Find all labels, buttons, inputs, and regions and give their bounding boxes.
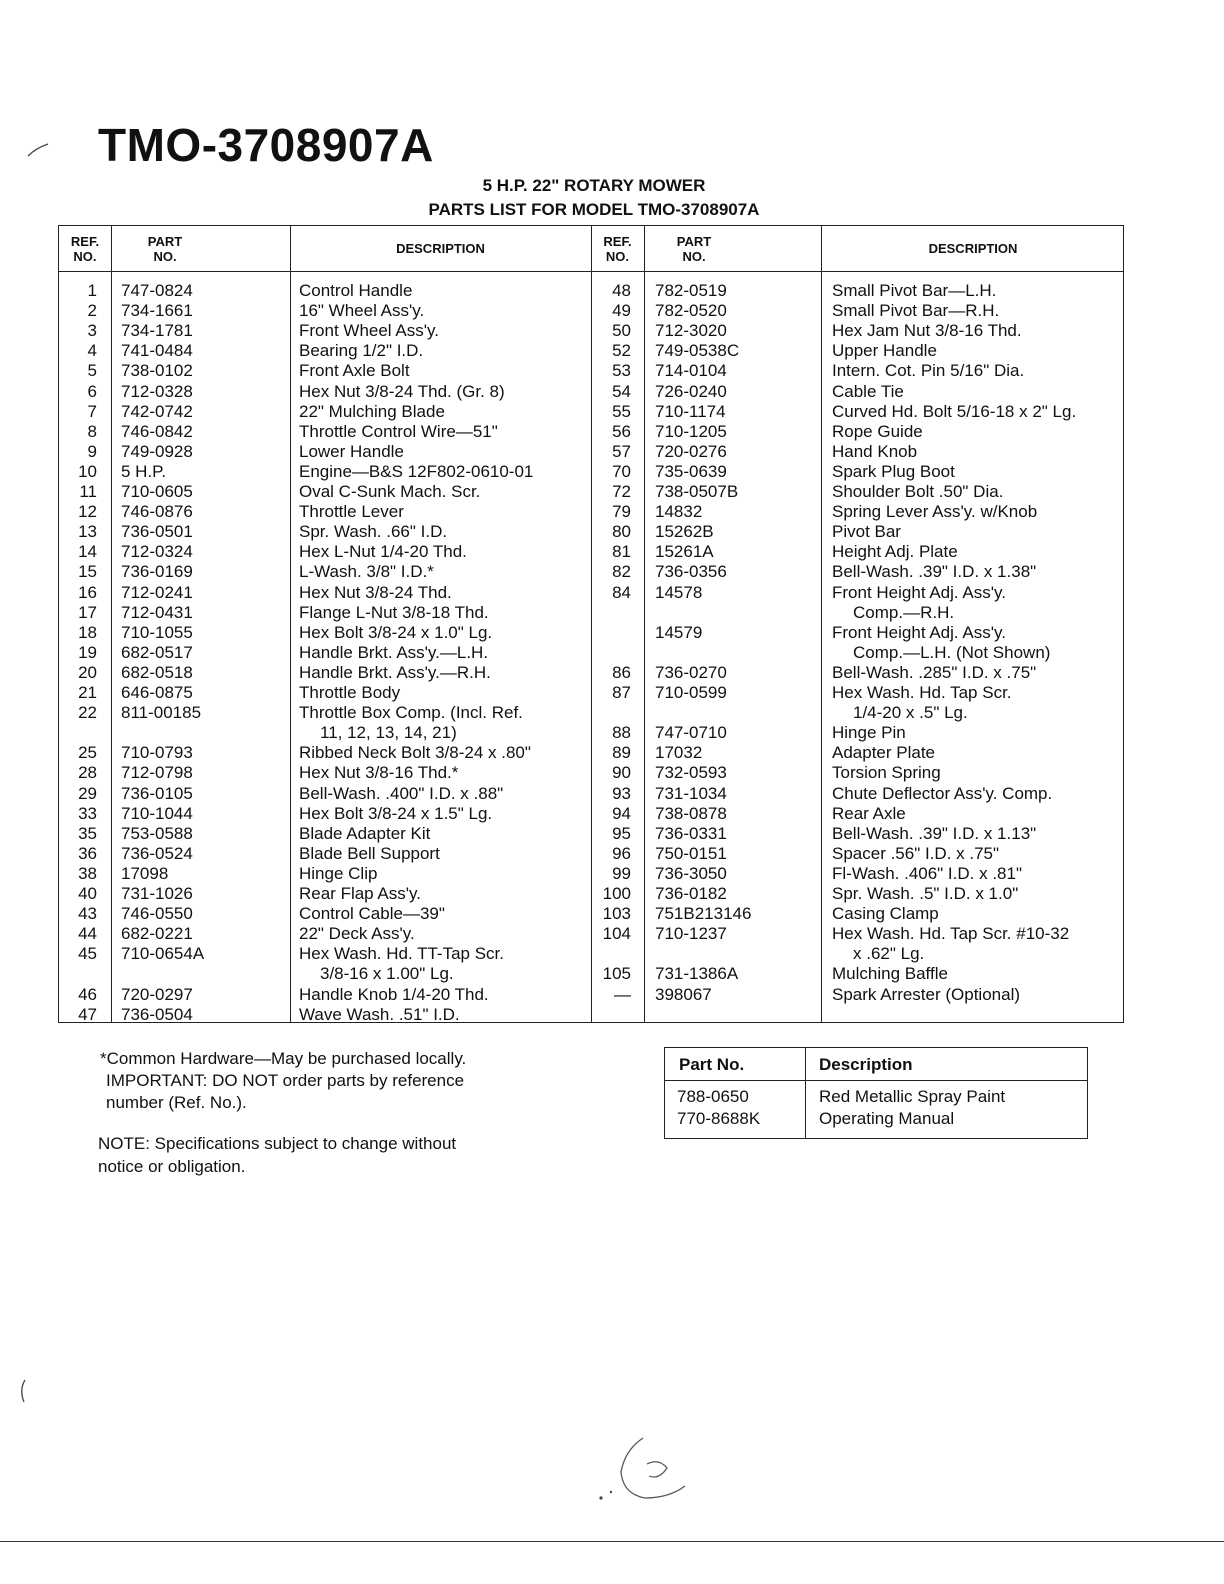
page-number-scribble [585,1428,705,1508]
ref-no-cell: 79 [612,502,631,522]
extra-table-divider [805,1048,806,1138]
ref-no-cell: 25 [78,743,97,763]
description-cell: Ribbed Neck Bolt 3/8-24 x .80" [299,743,531,763]
description-cell: Handle Brkt. Ass'y.—L.H. [299,642,489,662]
ref-no-cell: 45 [78,944,97,964]
ref-no-cell: 52 [612,341,631,361]
description-cell: 22" Mulching Blade [299,401,445,421]
description-cell: Hex Wash. Hd. Tap Scr. #10-32 [832,924,1070,944]
table-row [59,1005,1123,1025]
table-row [59,643,1123,663]
table-row [59,361,1123,381]
table-row [59,422,1123,442]
description-cell: Throttle Box Comp. (Incl. Ref. [299,703,523,723]
ref-no-cell: 53 [612,361,631,381]
table-row [59,964,1123,984]
part-no-cell: 710-1055 [121,622,193,642]
table-row [59,562,1123,582]
table-row [59,301,1123,321]
description-cell: Control Handle [299,281,413,300]
note-line: notice or obligation. [98,1157,246,1176]
part-no-cell: 398067 [655,984,712,1004]
part-no-cell: 736-0331 [655,823,727,843]
part-no-cell: 14578 [655,582,703,602]
part-no-cell: 726-0240 [655,381,727,401]
ref-no-cell: 72 [612,482,631,501]
table-row [59,321,1123,341]
table-row [59,402,1123,422]
table-row [59,683,1123,703]
description-cell: Spark Plug Boot [832,461,955,481]
table-row [59,904,1123,924]
part-no-cell: 15262B [655,522,714,542]
extra-description: Operating Manual [819,1109,955,1128]
extra-table-header-rule [665,1080,1087,1081]
part-no-cell: 682-0517 [121,642,193,662]
description-cell: Comp.—L.H. (Not Shown) [853,642,1051,662]
table-row [59,522,1123,542]
description-cell: Bell-Wash. .400" I.D. x .88" [299,783,504,803]
description-cell: Upper Handle [832,341,937,361]
part-no-cell: 17098 [121,863,169,883]
footnote-line: *Common Hardware—May be purchased locally. [100,1049,467,1068]
ref-no-cell: 6 [87,381,97,401]
part-no-cell: 736-0524 [121,843,193,863]
description-cell: Hex L-Nut 1/4-20 Thd. [299,542,467,562]
description-cell: Throttle Control Wire—51" [299,421,498,441]
description-cell: L-Wash. 3/8" I.D.* [299,562,434,582]
part-no-cell: 710-0654A [121,944,205,964]
header-part-no-right: PART NO. [676,233,712,264]
ref-no-cell: 13 [78,522,97,542]
part-no-cell: 720-0297 [121,984,193,1004]
ref-no-cell: 56 [612,421,631,441]
description-cell: Oval C-Sunk Mach. Scr. [299,482,481,501]
ref-no-cell: 104 [602,924,631,944]
part-no-cell: 710-0793 [121,743,193,763]
part-no-cell: 753-0588 [121,823,193,843]
ref-no-cell: 96 [612,843,631,863]
description-cell: Wave Wash. .51" I.D. [299,1004,460,1024]
ref-no-cell: 88 [612,723,631,743]
ref-no-cell: 89 [612,743,631,763]
description-cell: 1/4-20 x .5" Lg. [853,703,968,723]
description-cell: Flange L-Nut 3/8-18 Thd. [299,602,489,622]
description-cell: Curved Hd. Bolt 5/16-18 x 2" Lg. [832,401,1077,421]
description-cell: Hex Nut 3/8-24 Thd. (Gr. 8) [299,381,505,401]
ref-no-cell: 40 [78,884,97,903]
description-cell: Front Wheel Ass'y. [299,321,439,341]
part-no-cell: 14832 [655,502,703,522]
footnote-line: IMPORTANT: DO NOT order parts by reference [106,1071,465,1090]
ref-no-cell: 90 [612,763,631,783]
part-no-cell: 750-0151 [655,843,727,863]
description-cell: Front Height Adj. Ass'y. [832,582,1006,602]
ref-no-cell: — [614,984,631,1004]
model-title: TMO-3708907A [98,119,434,171]
part-no-cell: 710-1237 [655,924,727,944]
description-cell: Bell-Wash. .39" I.D. x 1.38" [832,562,1037,582]
part-no-cell: 682-0518 [121,662,193,682]
description-cell: Spacer .56" I.D. x .75" [832,843,1000,863]
description-cell: Bell-Wash. .285" I.D. x .75" [832,662,1037,682]
ref-no-cell: 93 [612,783,631,803]
table-row [59,763,1123,783]
extra-header-part-no: Part No. [679,1055,745,1074]
table-row [59,723,1123,743]
description-cell: Front Height Adj. Ass'y. [832,622,1006,642]
part-no-cell: 738-0507B [655,482,739,501]
table-row [59,784,1123,804]
ref-no-cell: 14 [78,542,97,562]
part-no-cell: 14579 [655,622,703,642]
part-no-cell: 736-3050 [655,863,727,883]
table-row [59,864,1123,884]
description-cell: Control Cable—39" [299,904,445,924]
ref-no-cell: 95 [612,823,631,843]
ref-no-cell: 50 [612,321,631,341]
footnote-line: number (Ref. No.). [106,1093,247,1112]
ref-no-cell: 48 [612,281,631,300]
extra-description: Red Metallic Spray Paint [819,1087,1006,1106]
ref-no-cell: 43 [78,904,97,924]
description-cell: Hex Wash. Hd. TT-Tap Scr. [299,944,505,964]
part-no-cell: 736-0356 [655,562,727,582]
ref-no-cell: 5 [87,361,97,381]
part-no-cell: 749-0928 [121,441,193,461]
description-cell: Blade Adapter Kit [299,823,431,843]
description-cell: Spark Arrester (Optional) [832,984,1021,1004]
description-cell: Hex Nut 3/8-24 Thd. [299,582,452,602]
description-cell: Cable Tie [832,381,904,401]
ref-no-cell: 86 [612,662,631,682]
ref-no-cell: 44 [78,924,97,944]
description-cell: Blade Bell Support [299,843,440,863]
ref-no-cell: 11 [79,482,97,501]
description-cell: Spr. Wash. .66" I.D. [299,522,448,542]
part-no-cell: 714-0104 [655,361,727,381]
part-no-cell: 712-0431 [121,602,193,622]
part-no-cell: 17032 [655,743,703,763]
ref-no-cell: 10 [78,461,97,481]
part-no-cell: 710-1044 [121,803,193,823]
ref-no-cell: 87 [612,683,631,702]
description-cell: Shoulder Bolt .50" Dia. [832,482,1004,501]
part-no-cell: 710-0599 [655,683,727,702]
part-no-cell: 746-0876 [121,502,193,522]
header-description-left: DESCRIPTION [396,241,485,256]
description-cell: Intern. Cot. Pin 5/16" Dia. [832,361,1025,381]
part-no-cell: 731-1026 [121,884,193,903]
ref-no-cell: 21 [78,683,97,702]
ref-no-cell: 82 [612,562,631,582]
description-cell: Rear Flap Ass'y. [299,884,421,903]
ref-no-cell: 81 [612,542,631,562]
part-no-cell: 741-0484 [121,341,193,361]
part-no-cell: 732-0593 [655,763,727,783]
description-cell: Lower Handle [299,441,404,461]
ref-no-cell: 15 [78,562,97,582]
part-no-cell: 749-0538C [655,341,740,361]
header-rule [59,271,1123,272]
part-no-cell: 747-0824 [121,281,193,300]
part-no-cell: 731-1034 [655,783,727,803]
table-row [59,844,1123,864]
ref-no-cell: 20 [78,662,97,682]
description-cell: Chute Deflector Ass'y. Comp. [832,783,1053,803]
ref-no-cell: 47 [78,1004,97,1024]
description-cell: Hex Bolt 3/8-24 x 1.0" Lg. [299,622,493,642]
description-cell: Torsion Spring [832,763,941,783]
extra-part-no: 788-0650 [677,1087,749,1106]
part-no-cell: 736-0105 [121,783,193,803]
table-row [59,804,1123,824]
description-cell: Front Axle Bolt [299,361,410,381]
ref-no-cell: 19 [78,642,97,662]
table-row [59,985,1123,1005]
ref-no-cell: 35 [78,823,97,843]
ref-no-cell: 22 [78,703,97,723]
part-no-cell: 5 H.P. [121,461,167,481]
common-hardware-footnote [100,1048,580,1114]
ref-no-cell: 57 [612,441,631,461]
ref-no-cell: 84 [612,582,631,602]
part-no-cell: 712-0324 [121,542,193,562]
ref-no-cell: 49 [612,301,631,321]
part-no-cell: 736-0504 [121,1004,193,1024]
description-cell: Handle Knob 1/4-20 Thd. [299,984,489,1004]
table-row [59,482,1123,502]
ref-no-cell: 18 [78,622,97,642]
part-no-cell: 782-0520 [655,301,727,321]
scan-mark-left-margin [16,1378,30,1404]
part-no-cell: 738-0878 [655,803,727,823]
ref-no-cell: 80 [612,522,631,542]
description-cell: x .62" Lg. [853,944,925,964]
table-row [59,884,1123,904]
table-row [59,502,1123,522]
part-no-cell: 751B213146 [655,904,752,924]
description-cell: Hinge Clip [299,863,378,883]
part-no-cell: 646-0875 [121,683,193,702]
table-row [59,442,1123,462]
ref-no-cell: 29 [78,783,97,803]
ref-no-cell: 1 [87,281,97,300]
description-cell: Comp.—R.H. [853,602,955,622]
part-no-cell: 734-1661 [121,301,193,321]
scan-mark-top-left [26,140,50,160]
description-cell: Pivot Bar [832,522,901,542]
table-row [59,623,1123,643]
description-cell: 16" Wheel Ass'y. [299,301,425,321]
ref-no-cell: 105 [602,964,631,984]
description-cell: Rope Guide [832,421,923,441]
table-row [59,944,1123,964]
table-row [59,824,1123,844]
table-row [59,542,1123,562]
specifications-note [98,1132,598,1178]
table-row [59,281,1123,301]
ref-no-cell: 54 [612,381,631,401]
part-no-cell: 15261A [655,542,714,562]
part-no-cell: 710-1174 [655,401,726,421]
description-cell: Casing Clamp [832,904,939,924]
part-no-cell: 738-0102 [121,361,193,381]
description-cell: Mulching Baffle [832,964,948,984]
part-no-cell: 736-0270 [655,662,727,682]
part-no-cell: 682-0221 [121,924,193,944]
description-cell: Rear Axle [832,803,906,823]
table-row [59,663,1123,683]
description-cell: 11, 12, 13, 14, 21) [320,723,457,743]
header-part-no-left: PART NO. [147,233,183,264]
description-cell: Handle Brkt. Ass'y.—R.H. [299,662,491,682]
table-row [59,462,1123,482]
table-row [59,382,1123,402]
part-no-cell: 746-0842 [121,421,193,441]
ref-no-cell: 7 [87,401,97,421]
part-no-cell: 710-0605 [121,482,193,501]
description-cell: Height Adj. Plate [832,542,958,562]
part-no-cell: 712-0798 [121,763,193,783]
ref-no-cell: 70 [612,461,631,481]
table-row [59,743,1123,763]
description-cell: Bell-Wash. .39" I.D. x 1.13" [832,823,1037,843]
ref-no-cell: 94 [612,803,631,823]
description-cell: 3/8-16 x 1.00" Lg. [320,964,454,984]
part-no-cell: 734-1781 [121,321,193,341]
part-no-cell: 747-0710 [655,723,727,743]
description-cell: Bearing 1/2" I.D. [299,341,424,361]
description-cell: Adapter Plate [832,743,936,763]
ref-no-cell: 16 [78,582,97,602]
description-cell: Throttle Body [299,683,401,702]
ref-no-cell: 103 [602,904,631,924]
parts-list-table [58,225,1124,1023]
description-cell: Spring Lever Ass'y. w/Knob [832,502,1038,522]
description-cell: Hex Bolt 3/8-24 x 1.5" Lg. [299,803,493,823]
ref-no-cell: 36 [78,843,97,863]
description-cell: Hex Wash. Hd. Tap Scr. [832,683,1012,702]
description-cell: 22" Deck Ass'y. [299,924,415,944]
ref-no-cell: 100 [602,884,631,903]
ref-no-cell: 9 [87,441,97,461]
part-no-cell: 710-1205 [655,421,727,441]
description-cell: Hex Nut 3/8-16 Thd.* [299,763,459,783]
part-no-cell: 811-00185 [121,703,202,723]
description-cell: Small Pivot Bar—R.H. [832,301,1000,321]
ref-no-cell: 99 [612,863,631,883]
subtitle-mower: 5 H.P. 22" ROTARY MOWER [482,176,706,195]
part-no-cell: 742-0742 [121,401,193,421]
extra-part-no: 770-8688K [677,1109,761,1128]
table-row [59,603,1123,623]
ref-no-cell: 55 [612,401,631,421]
ref-no-cell: 2 [87,301,97,321]
ref-no-cell: 4 [87,341,97,361]
header-ref-no-right: REF. NO. [603,233,632,264]
description-cell: Spr. Wash. .5" I.D. x 1.0" [832,884,1019,903]
part-no-cell: 720-0276 [655,441,727,461]
ref-no-cell: 46 [78,984,97,1004]
header-ref-no-left: REF. NO. [70,233,100,264]
bottom-rule [0,1541,1224,1542]
part-no-cell: 712-0328 [121,381,193,401]
part-no-cell: 736-0182 [655,884,727,903]
table-row [59,583,1123,603]
subtitle-parts-list: PARTS LIST FOR MODEL TMO-3708907A [428,200,760,219]
description-cell: Fl-Wash. .406" I.D. x .81" [832,863,1022,883]
header-description-right: DESCRIPTION [928,241,1018,256]
extra-parts-table [664,1047,1088,1139]
ref-no-cell: 12 [78,502,97,522]
description-cell: Hand Knob [832,441,918,461]
ref-no-cell: 3 [87,321,97,341]
table-row [59,703,1123,723]
table-row [59,924,1123,944]
description-cell: Engine—B&S 12F802-0610-01 [299,461,534,481]
note-line: NOTE: Specifications subject to change without [98,1134,457,1153]
part-no-cell: 746-0550 [121,904,193,924]
table-row [59,341,1123,361]
part-no-cell: 735-0639 [655,461,727,481]
part-no-cell: 736-0501 [121,522,193,542]
ref-no-cell: 33 [78,803,97,823]
description-cell: Throttle Lever [299,502,404,522]
part-no-cell: 782-0519 [655,281,727,300]
part-no-cell: 731-1386A [655,964,739,984]
ref-no-cell: 38 [78,863,97,883]
description-cell: Hinge Pin [832,723,906,743]
part-no-cell: 712-3020 [655,321,727,341]
description-cell: Hex Jam Nut 3/8-16 Thd. [832,321,1022,341]
ref-no-cell: 28 [78,763,97,783]
ref-no-cell: 8 [87,421,97,441]
description-cell: Small Pivot Bar—L.H. [832,281,997,300]
part-no-cell: 736-0169 [121,562,193,582]
ref-no-cell: 17 [78,602,97,622]
part-no-cell: 712-0241 [121,582,193,602]
extra-header-description: Description [819,1055,913,1074]
